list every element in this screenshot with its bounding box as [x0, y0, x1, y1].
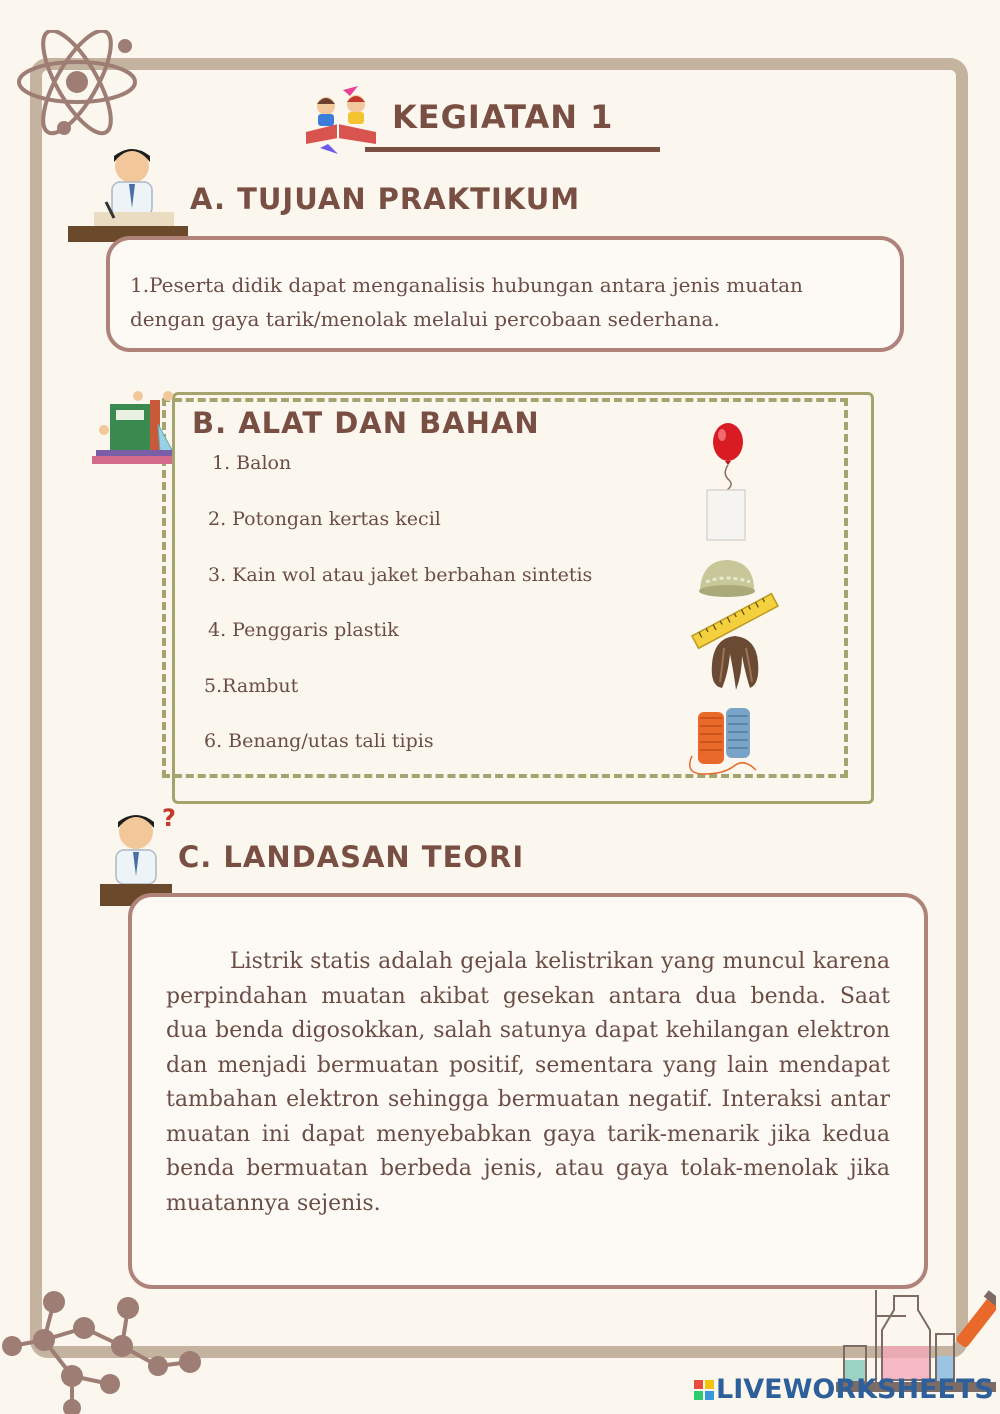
theory-box: [128, 893, 928, 1289]
material-item-3: 3. Kain wol atau jaket berbahan sintetis: [208, 564, 593, 586]
kids-reading-icon: [298, 84, 384, 156]
section-a-heading: A. TUJUAN PRAKTIKUM: [190, 182, 581, 216]
material-item-5: 5.Rambut: [204, 675, 299, 697]
material-item-6: 6. Benang/utas tali tipis: [204, 730, 434, 752]
section-b-heading: B. ALAT DAN BAHAN: [192, 406, 540, 440]
objective-box: [106, 236, 904, 352]
objective-line-1: 1.Peserta didik dapat menganalisis hubungan antara jenis muatan: [130, 273, 803, 297]
liveworksheets-logo-icon: [694, 1380, 714, 1400]
title-underline: [365, 147, 660, 152]
student-writing-icon: [66, 142, 190, 246]
thread-spools-icon: [684, 704, 770, 780]
molecule-icon: [0, 1284, 210, 1414]
paper-icon: [704, 488, 748, 542]
hair-icon: [708, 634, 762, 692]
material-item-1: 1. Balon: [212, 452, 292, 474]
theory-text: Listrik statis adalah gejala kelistrikan yang muncul karena perpindahan muatan akibat gesekan antara dua benda. Saat dua benda digosokkan, salah satunya dapat kehilangan elektron dan menjadi bermuatan positif, sementara yang lain mendapat tambahan elektron sehingga bermuatan negatif. Interaksi antar muatan ini dapat menyebabkan gaya tarik-menarik jika kedua benda bermuatan berbeda jenis, atau gaya tolak-menolak jika muatannya sejenis.: [166, 949, 890, 1216]
objective-line-2: dengan gaya tarik/menolak melalui percobaan sederhana.: [130, 307, 720, 331]
material-item-4: 4. Penggaris plastik: [208, 619, 399, 641]
atom-icon: [12, 30, 142, 140]
brand-watermark: LIVEWORKSHEETS: [716, 1374, 994, 1405]
balloon-icon: [710, 422, 746, 490]
books-icon: [92, 390, 184, 466]
material-item-2: 2. Potongan kertas kecil: [208, 508, 441, 530]
page-title: KEGIATAN 1: [392, 98, 614, 136]
svg-text:?: ?: [162, 804, 176, 832]
section-c-heading: C. LANDASAN TEORI: [178, 840, 525, 874]
